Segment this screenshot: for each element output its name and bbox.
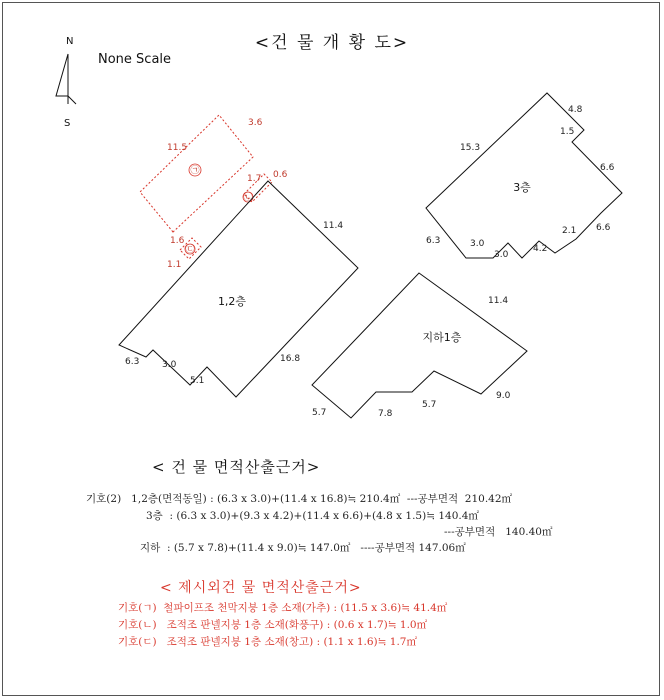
basement-dim-left: 5.7 <box>312 408 327 418</box>
page-title: <건 물 개 황 도> <box>254 33 410 53</box>
basement-dim-right: 9.0 <box>496 391 511 401</box>
floor3-dim-left: 6.3 <box>426 236 441 246</box>
extra-line-2: 기호(ㄴ) 조적조 판넬지붕 1층 소재(화풍구) : (0.6 x 1.7)≒ 1.0㎡ <box>118 619 428 631</box>
annex-a-dim-short: 3.6 <box>248 118 263 128</box>
extra-title: < 제시외건 물 면적산출근거> <box>160 580 362 596</box>
basement-outline <box>312 273 527 419</box>
floor12-dim-notch-h: 3.0 <box>162 360 177 370</box>
floor3-dim-notch-b: 4.2 <box>533 244 548 254</box>
floor12-dim-left: 6.3 <box>125 357 140 367</box>
scale-note: None Scale <box>98 52 172 67</box>
floor12-dim-notch-v: 5.1 <box>190 376 205 386</box>
basement-dim-top: 11.4 <box>488 296 509 306</box>
annex-b-dim-b: 0.6 <box>273 170 288 180</box>
floor3-outline <box>426 93 622 260</box>
floor12-outline <box>119 181 358 397</box>
floor3-dim-top-right: 4.8 <box>568 105 583 115</box>
calc-line-2: 3층 : (6.3 x 3.0)+(9.3 x 4.2)+(11.4 x 6.6)+(4.8 x 1.5)≒ 140.4㎡ <box>146 510 479 522</box>
calc-line-3: ---공부면적 140.40㎡ <box>444 526 553 538</box>
basement-label: 지하1층 <box>422 331 462 344</box>
extra-line-1: 기호(ㄱ) 철파이프조 천막지붕 1층 소재(가추) : (11.5 x 3.6)≒ 41.4㎡ <box>118 602 448 614</box>
basement-dim-bottom: 7.8 <box>378 409 393 419</box>
floor3-dim-top-left: 15.3 <box>460 143 481 153</box>
floor3-label: 3층 <box>513 181 531 194</box>
annex-c-symbol: ㉢ <box>185 245 195 255</box>
annex-a-symbol: ㉠ <box>190 166 200 176</box>
annex-c <box>167 236 201 270</box>
compass-north-label: N <box>66 36 74 47</box>
floor3-dim-notch-a: 2.1 <box>562 226 577 236</box>
compass-south-label: S <box>64 118 71 129</box>
floor3-dim-bottom-a: 3.0 <box>470 239 485 249</box>
annex-a-dim-long: 11.5 <box>167 143 188 153</box>
annex-b <box>243 170 288 203</box>
calc-line-1: 기호(2) 1,2층(면적동일) : (6.3 x 3.0)+(11.4 x 16.8)≒ 210.4㎡ ---공부면적 210.42㎡ <box>86 493 513 505</box>
floor12-dim-bottom: 16.8 <box>280 354 301 364</box>
floor3-dim-bottom-b: 3.0 <box>494 250 509 260</box>
floor3-dim-step: 1.5 <box>560 127 575 137</box>
floor3-dim-right: 6.6 <box>600 163 615 173</box>
annex-c-dim-b: 1.1 <box>167 260 182 270</box>
floor3-dim-right-low: 6.6 <box>596 223 611 233</box>
basement-dim-notch: 5.7 <box>422 400 437 410</box>
annex-a <box>140 115 263 232</box>
annex-c-dim-a: 1.6 <box>170 236 185 246</box>
annex-b-dim-a: 1.7 <box>247 174 262 184</box>
calc-line-4: 지하 : (5.7 x 7.8)+(11.4 x 9.0)≒ 147.0㎡ ----공부면적 147.06㎡ <box>140 542 466 554</box>
compass-arrow-icon <box>56 54 76 104</box>
floor12-dim-top: 11.4 <box>323 221 344 231</box>
floor12-label: 1,2층 <box>217 295 247 308</box>
calc-title: < 건 물 면적산출근거> <box>152 458 321 476</box>
annex-b-symbol: ㉡ <box>243 193 253 203</box>
extra-line-3: 기호(ㄷ) 조적조 판넬지붕 1층 소재(창고) : (1.1 x 1.6)≒ 1.7㎡ <box>118 636 417 648</box>
